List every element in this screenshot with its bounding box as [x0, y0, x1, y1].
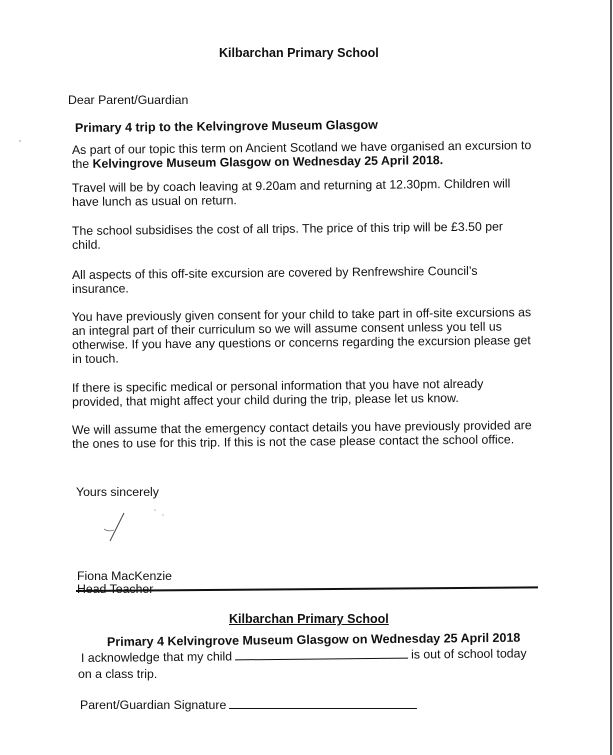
paragraph-line: otherwise. If you have any questions or concerns regarding the excursion please get	[72, 333, 531, 352]
paragraph-medical	[72, 376, 552, 409]
paragraph-insurance	[72, 263, 552, 296]
paragraph-line: Travel will be by coach leaving at 9.20am and returning at 12.30pm. Children will	[71, 176, 511, 195]
paragraph-line: We will assume that the emergency contact details you have previously provided are	[71, 418, 532, 437]
slip-school-name: Kilbarchan Primary School	[229, 612, 389, 626]
paragraph-line: The school subsidises the cost of all trips. The price of this trip will be £3.50 per	[71, 219, 504, 238]
scan-speck	[19, 140, 21, 142]
paragraph-emergency-contact	[72, 418, 552, 451]
paragraph-line: provided, that might affect your child during the trip, please let us know.	[72, 390, 459, 409]
paragraph-line: the ones to use for this trip. If this is not the case please contact the school office.	[72, 432, 515, 451]
paragraph-travel	[72, 176, 552, 209]
paragraph-line: As part of our topic this term on Ancient Scotland we have organised an excursion to	[71, 138, 532, 157]
paragraph-line: have lunch as usual on return.	[72, 193, 237, 209]
letter-subject: Primary 4 trip to the Kelvingrove Museum Glasgow	[74, 117, 378, 135]
slip-title: Primary 4 Kelvingrove Museum Glasgow on Wednesday 25 April 2018	[106, 630, 521, 649]
signer-name: Fiona MacKenzie	[77, 569, 173, 583]
slip-acknowledgement-line2: on a class trip.	[78, 667, 158, 681]
slip-signature-row	[80, 697, 420, 712]
child-name-field[interactable]	[235, 647, 408, 661]
ack-prefix: I acknowledge that my child	[80, 649, 233, 665]
closing: Yours sincerely	[76, 485, 159, 499]
greeting: Dear Parent/Guardian	[68, 93, 189, 107]
paragraph-line: child.	[72, 237, 101, 252]
paragraph-line: in touch.	[72, 351, 119, 366]
signature-label: Parent/Guardian Signature	[80, 698, 227, 712]
ack-suffix: is out of school today	[410, 646, 527, 662]
paragraph-line: All aspects of this off-site excursion are covered by Renfrewshire Council’s	[71, 263, 478, 282]
paragraph-line: insurance.	[72, 281, 129, 296]
paragraph-line: If there is specific medical or personal information that you have not already	[71, 376, 484, 395]
letter-school-name: Kilbarchan Primary School	[219, 46, 379, 60]
paragraph-line: an integral part of their curriculum so we will assume consent unless you tell us	[71, 319, 502, 338]
paragraph-consent	[72, 305, 553, 366]
paragraph-cost	[72, 219, 552, 252]
parent-signature-field[interactable]	[229, 697, 417, 709]
paragraph-text: the	[72, 156, 93, 171]
page-edge	[610, 0, 612, 755]
trip-venue-date: Kelvingrove Museum Glasgow on Wednesday 25 April 2018.	[92, 153, 444, 171]
paragraph-intro	[72, 138, 552, 171]
paragraph-line: You have previously given consent for your child to take part in off-site excursions as	[71, 305, 532, 325]
handwritten-signature	[100, 505, 170, 545]
